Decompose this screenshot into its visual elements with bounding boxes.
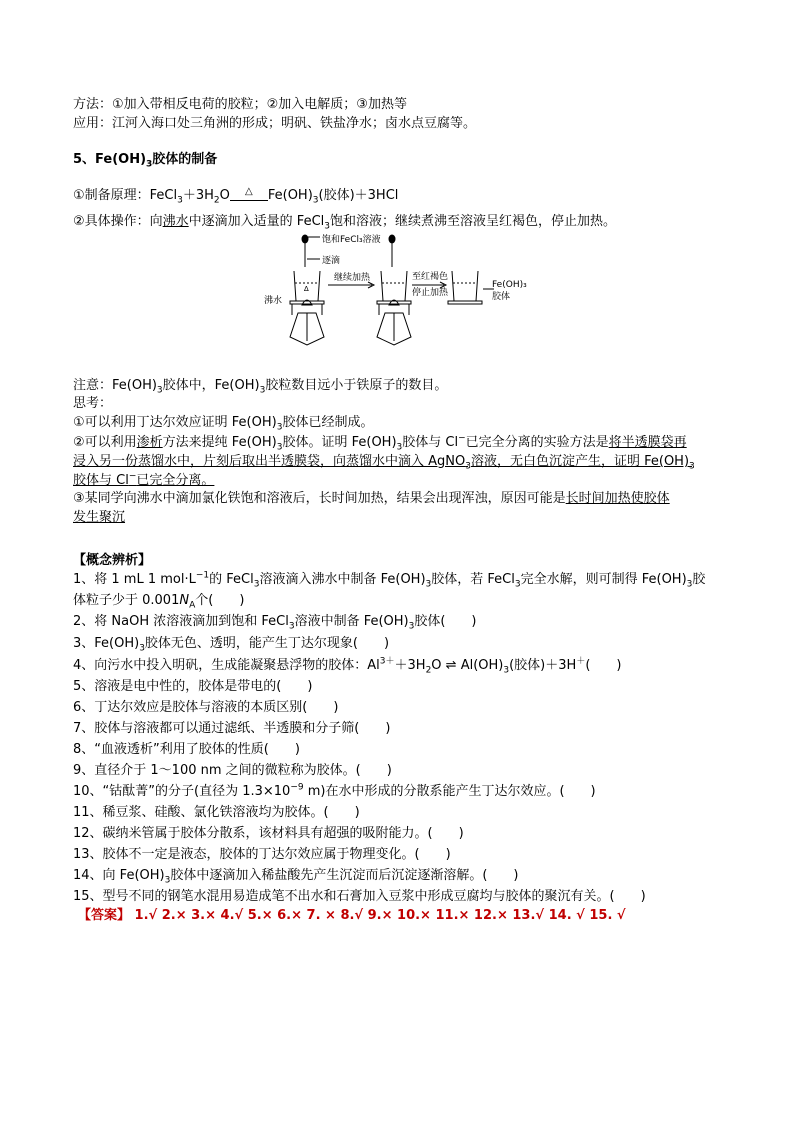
think-1: ①可以利用丁达尔效应证明 $Fe(OH)_3$胶体已经制成。: [73, 415, 374, 433]
question-1-line-2: 体粒子少于 $0.001N_A$个( ): [73, 593, 245, 611]
question-11: 11、稀豆浆、硅酸、氯化铁溶液均为胶体。( ): [73, 805, 360, 820]
label-red-brown: 至红褐色: [412, 272, 449, 282]
application-line: 应用：江河入海口处三角洲的形成；明矾、铁盐净水；卤水点豆腐等。: [73, 116, 477, 131]
apparatus-diagram: [262, 233, 552, 361]
label-continue-heat: 继续加热: [334, 273, 371, 283]
think-label: 思考：: [73, 396, 113, 411]
label-product-1: Fe(OH)₃: [492, 280, 527, 290]
section-5-title: 5、$Fe(OH)_3$胶体的制备: [73, 152, 218, 170]
question-13: 13、胶体不一定是液态，胶体的丁达尔效应属于物理变化。( ): [73, 847, 451, 862]
note-line: 注意：$Fe(OH)_3$胶体中，$Fe(OH)_3$胶粒数目远小于铁原子的数目。: [73, 378, 448, 396]
question-9: 9、直径介于 1～100 nm 之间的微粒称为胶体。( ): [73, 763, 392, 778]
label-stop-heat: 停止加热: [412, 288, 449, 298]
think-2-line-3: 胶体与 Cl−已完全分离。: [73, 471, 215, 488]
method-line: 方法：①加入带相反电荷的胶粒；②加入电解质；③加热等: [73, 97, 407, 112]
heat-arrow: △: [230, 186, 268, 198]
label-product-2: 胶体: [492, 292, 511, 302]
question-15: 15、型号不同的钢笔水混用易造成笔不出水和石膏加入豆浆中形成豆腐均与胶体的聚沉有关。( ): [73, 889, 646, 904]
think-2-line-2: 浸入另一份蒸馏水中，片刻后取出半透膜袋，向蒸馏水中滴入 AgNO$_3$溶液，无白色沉淀产生，证明 $Fe(OH)_3$: [73, 454, 695, 472]
label-boiling-water: 沸水: [264, 296, 283, 306]
question-14: 14、向 $Fe(OH)_3$胶体中逐滴加入稀盐酸先产生沉淀而后沉淀逐渐溶解。( ): [73, 868, 519, 886]
concept-heading: 【概念辨析】: [73, 553, 152, 568]
svg-text:∆: ∆: [304, 285, 309, 293]
question-1-line-1: 1、将 1 mL 1 $mol\cdot L^{-1}$的 FeCl$_3$溶液滴入沸水中制备 $Fe(OH)_3$胶体，若 FeCl$_3$完全水解，则可制得 $Fe(OH)_3$胶: [73, 570, 706, 590]
question-2: 2、将 NaOH 浓溶液滴加到饱和 FeCl$_3$溶液中制备 $Fe(OH)_3$胶体( ): [73, 614, 477, 632]
label-dropwise: 逐滴: [322, 256, 341, 266]
question-5: 5、溶液是电中性的，胶体是带电的( ): [73, 679, 313, 694]
procedure-line: ②具体操作：向沸水中逐滴加入适量的 FeCl$_3$饱和溶液；继续煮沸至溶液呈红褐色，停止加热。: [73, 214, 617, 232]
answer-line: [78, 906, 626, 926]
think-2-line-1: ②可以利用渗析方法来提纯 $Fe(OH)_3$胶体。证明 $Fe(OH)_3$胶体与 Cl−已完全分离的实验方法是将半透膜袋再: [73, 433, 687, 453]
question-3: 3、$Fe(OH)_3$胶体无色、透明，能产生丁达尔现象( ): [73, 636, 390, 654]
question-6: 6、丁达尔效应是胶体与溶液的本质区别( ): [73, 700, 339, 715]
think-3-line-1: ③某同学向沸水中滴加氯化铁饱和溶液后，长时间加热，结果会出现浑浊，原因可能是长时间加热使胶体: [73, 491, 670, 506]
preparation-principle: ①制备原理：$FeCl_3+3H_2O$ △ $Fe(OH)_3$(胶体)＋3HCl: [73, 186, 399, 206]
question-4: 4、向污水中投入明矾，生成能凝聚悬浮物的胶体：$Al^{3+}+3H_2O$ ⇌ $Al(OH)_3$(胶体)＋3H＋( ): [73, 656, 622, 676]
question-8: 8、“血液透析”利用了胶体的性质( ): [73, 742, 300, 757]
answer-label: 【答案】: [78, 908, 131, 923]
question-10: 10、“钴酞菁”的分子(直径为 $1.3\times 10^{-9}$ m)在水中形成的分散系能产生丁达尔效应。( ): [73, 782, 596, 799]
question-7: 7、胶体与溶液都可以通过滤纸、半透膜和分子筛( ): [73, 721, 391, 736]
think-3-line-2: 发生聚沉: [73, 510, 126, 525]
label-saturated: 饱和FeCl₃溶液: [322, 235, 381, 245]
question-12: 12、碳纳米管属于胶体分散系，该材料具有超强的吸附能力。( ): [73, 826, 464, 841]
answer-values: 1.√ 2.× 3.× 4.√ 5.× 6.× 7. × 8.√ 9.× 10.× 11.× 12.× 13.√ 14. √ 15. √: [134, 908, 626, 923]
